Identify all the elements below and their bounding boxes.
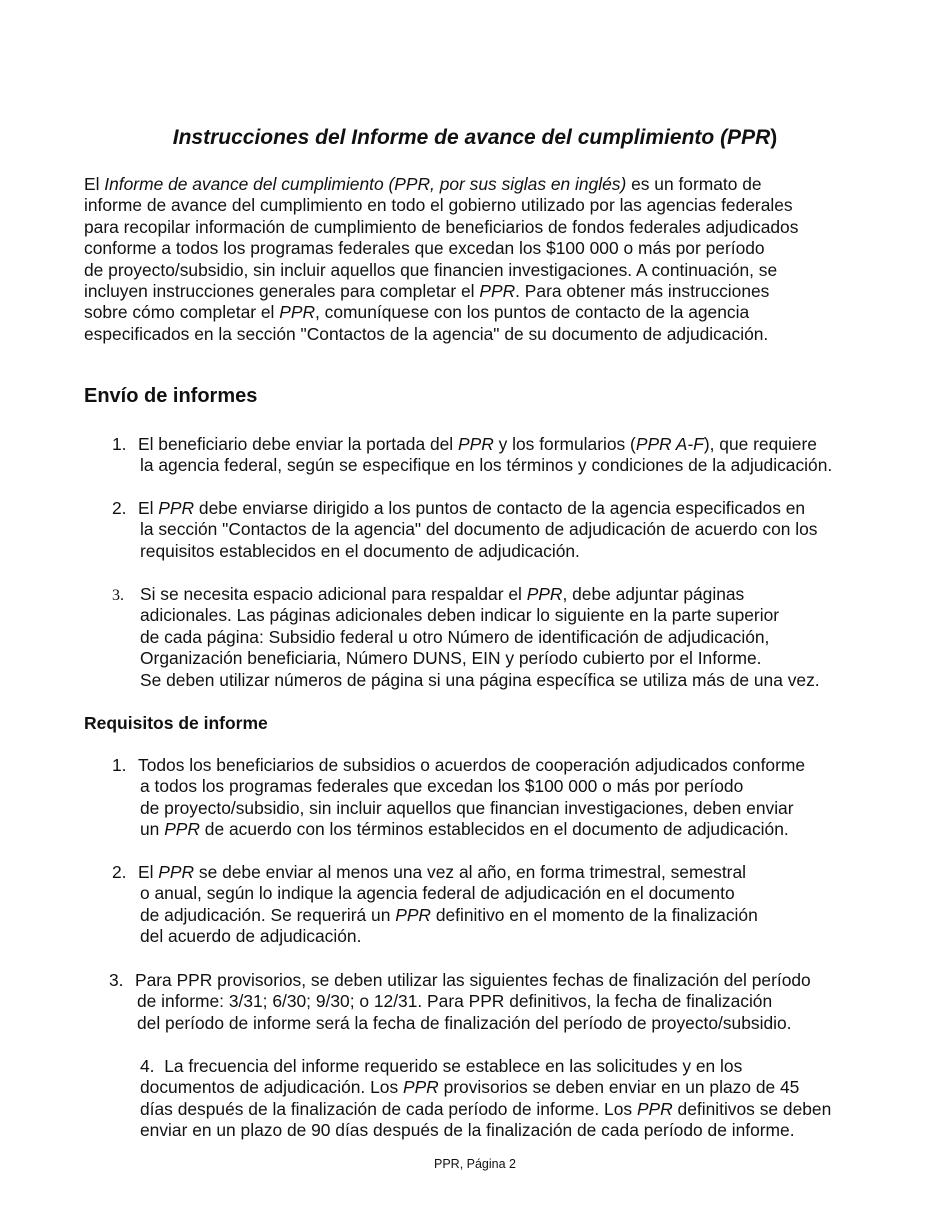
requisitos-heading: Requisitos de informe — [84, 713, 268, 733]
intro-text: sobre cómo completar el — [84, 302, 280, 323]
item-text: El — [138, 498, 159, 518]
page-title — [0, 126, 950, 150]
list-number: 3. — [109, 970, 124, 990]
item-line: o anual, según lo indique la agencia federal de adjudicación en el documento — [140, 883, 735, 904]
item-line: la agencia federal, según se especifique en los términos y condiciones de la adjudicación. — [140, 455, 833, 476]
intro-italic: PPR — [479, 281, 516, 302]
item-italic: PPR — [526, 584, 563, 604]
title-main: Instrucciones del Informe de avance del cumplimiento (PPR — [172, 126, 771, 149]
item-line: de cada página: Subsidio federal u otro Número de identificación de adjudicación, — [140, 626, 770, 647]
list-number: 1. — [112, 434, 127, 454]
item-line: adicionales. Las páginas adicionales deben indicar lo siguiente en la parte superior — [140, 605, 780, 626]
item-italic: PPR — [158, 498, 195, 518]
item-italic: PPR — [402, 1077, 439, 1098]
list-number: 3. — [112, 587, 124, 604]
intro-text: El — [84, 174, 105, 194]
item-text: y los formularios ( — [493, 434, 636, 454]
item-text: días después de la finalización de cada período de informe. Los — [140, 1098, 637, 1119]
item-text: se debe enviar al menos una vez al año, en forma trimestral, semestral — [194, 862, 746, 882]
item-text: un — [140, 819, 165, 840]
item-italic: PPR — [158, 862, 195, 882]
envio-item-1 — [112, 434, 832, 477]
list-number: 2. — [112, 862, 127, 882]
item-line: a todos los programas federales que excedan los $100 000 o más por período — [140, 776, 744, 797]
intro-text: incluyen instrucciones generales para completar el — [84, 281, 480, 302]
item-text: definitivos se deben — [672, 1098, 832, 1119]
intro-text: . Para obtener más instrucciones — [515, 281, 770, 302]
requisitos-item-4 — [140, 1056, 831, 1142]
intro-line: para recopilar información de cumplimiento de beneficiarios de fondos federales adjudicados — [84, 216, 799, 237]
item-text: definitivo en el momento de la finalización — [431, 904, 758, 925]
item-text: Si se necesita espacio adicional para respaldar el — [140, 584, 527, 604]
item-italic: PPR — [636, 1098, 673, 1119]
intro-line: conforme a todos los programas federales que excedan los $100 000 o más por período — [84, 238, 765, 259]
intro-paragraph — [84, 174, 874, 345]
requisitos-item-1 — [112, 755, 805, 841]
item-line: de informe: 3/31; 6/30; 9/30; o 12/31. Para PPR definitivos, la fecha de finalización — [137, 991, 773, 1012]
item-text: de acuerdo con los términos establecidos en el documento de adjudicación. — [199, 819, 789, 840]
item-italic: PPR A-F — [635, 434, 704, 454]
intro-line: informe de avance del cumplimiento en todo el gobierno utilizado por las agencias federales — [84, 195, 793, 216]
item-line: del acuerdo de adjudicación. — [140, 926, 362, 947]
requisitos-item-2 — [112, 862, 758, 948]
list-number: 2. — [112, 498, 127, 518]
item-text: de adjudicación. Se requerirá un — [140, 904, 396, 925]
intro-text: es un formato de — [626, 174, 762, 194]
item-line: del período de informe será la fecha de finalización del período de proyecto/subsidio. — [137, 1012, 792, 1033]
item-text: El beneficiario debe enviar la portada del — [138, 434, 459, 454]
envio-heading: Envío de informes — [84, 385, 258, 407]
intro-italic: PPR — [279, 302, 316, 323]
intro-line: de proyecto/subsidio, sin incluir aquellos que financien investigaciones. A continuación, se — [84, 259, 778, 280]
requisitos-item-3 — [109, 970, 811, 1034]
item-line: de proyecto/subsidio, sin incluir aquellos que financian investigaciones, deben enviar — [140, 797, 794, 818]
page-footer: PPR, Página 2 — [434, 1157, 516, 1171]
item-line: requisitos establecidos en el documento de adjudicación. — [140, 540, 580, 561]
envio-item-2 — [112, 498, 818, 562]
item-text: debe enviarse dirigido a los puntos de contacto de la agencia especificados en — [194, 498, 806, 518]
item-italic: PPR — [458, 434, 494, 454]
item-line: la sección "Contactos de la agencia" del documento de adjudicación de acuerdo con los — [140, 519, 818, 540]
item-line: enviar en un plazo de 90 días después de la finalización de cada período de informe. — [140, 1120, 795, 1141]
item-italic: PPR — [395, 904, 431, 925]
item-text: El — [138, 862, 159, 882]
item-line: Todos los beneficiarios de subsidios o acuerdos de cooperación adjudicados conforme — [138, 755, 806, 775]
item-text: documentos de adjudicación. Los — [140, 1077, 403, 1098]
item-text: provisorios se deben enviar en un plazo de 45 — [438, 1077, 800, 1098]
title-tail: ) — [770, 126, 778, 149]
envio-item-3 — [112, 584, 820, 691]
item-text: , debe adjuntar páginas — [562, 584, 745, 604]
item-text: La frecuencia del informe requerido se establece en las solicitudes y en los — [164, 1056, 743, 1076]
item-line: Para PPR provisorios, se deben utilizar las siguientes fechas de finalización del período — [135, 970, 811, 990]
intro-italic: Informe de avance del cumplimiento (PPR, por sus siglas en inglés) — [104, 174, 627, 194]
intro-text: , comuníquese con los puntos de contacto de la agencia — [315, 302, 750, 323]
list-number: 4. — [140, 1056, 155, 1076]
list-number: 1. — [112, 755, 127, 775]
item-italic: PPR — [164, 819, 200, 840]
item-line: Organización beneficiaria, Número DUNS, EIN y período cubierto por el Informe. — [140, 648, 762, 669]
item-text: ), que requiere — [703, 434, 817, 454]
item-line: Se deben utilizar números de página si una página específica se utiliza más de una vez. — [140, 669, 820, 690]
intro-line: especificados en la sección "Contactos de la agencia" de su documento de adjudicación. — [84, 323, 769, 344]
